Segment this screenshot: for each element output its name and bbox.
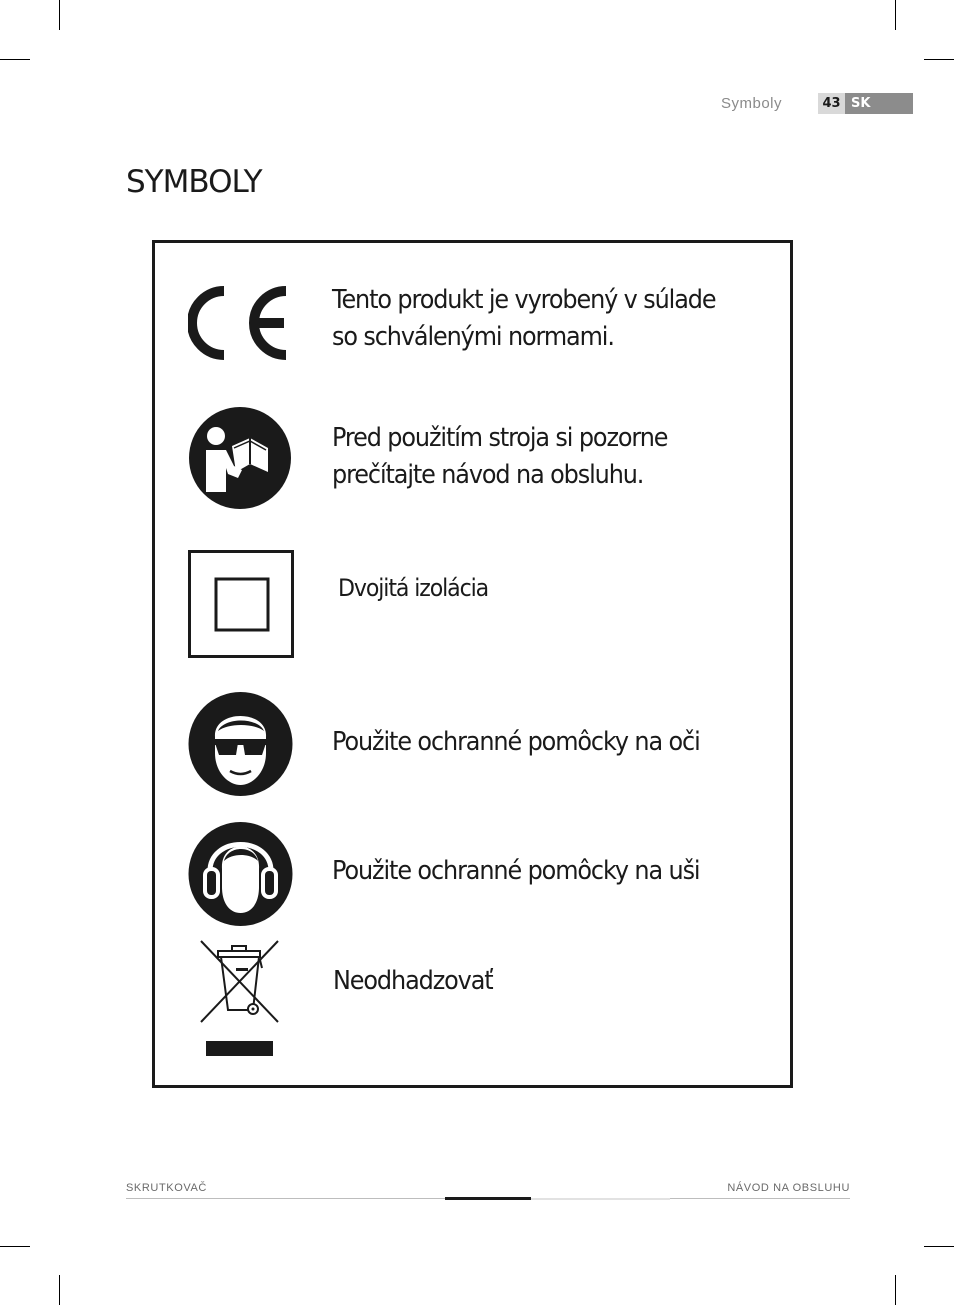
symbol-insulation-text: Dvojitá izolácia [338, 574, 489, 602]
symbol-disposal-text: Neodhadzovať [333, 966, 493, 996]
ear-protection-icon [188, 821, 293, 927]
footer-rule-accent-light [531, 1198, 670, 1200]
crop-mark [59, 0, 60, 30]
crop-mark [895, 1275, 896, 1305]
page-title: SYMBOLY [126, 164, 262, 200]
crossed-bin-icon [198, 938, 282, 1058]
crop-mark [895, 0, 896, 30]
footer-rule-accent [445, 1197, 531, 1200]
crop-mark [0, 59, 30, 60]
crop-mark [924, 59, 954, 60]
symbol-manual-text-line1: Pred použitím stroja si pozorne [332, 423, 668, 453]
language-tag: SK [845, 93, 913, 114]
crop-mark [924, 1246, 954, 1247]
header-section-title: Symboly [721, 95, 783, 112]
ce-mark-icon [188, 285, 290, 361]
symbol-ce-text-line2: so schválenými normami. [332, 322, 614, 352]
symbol-ear-text: Použite ochranné pomôcky na uši [332, 856, 700, 886]
symbol-ce-text-line1: Tento produkt je vyrobený v súlade [332, 285, 716, 315]
double-insulation-icon [188, 550, 294, 658]
footer-product-name: SKRUTKOVAČ [126, 1182, 207, 1194]
eye-protection-icon [188, 691, 293, 797]
crop-mark [0, 1246, 30, 1247]
symbol-eye-text: Použite ochranné pomôcky na oči [332, 727, 700, 757]
page-number: 43 [818, 93, 845, 114]
crop-mark [59, 1275, 60, 1305]
symbol-manual-text-line2: prečítajte návod na obsluhu. [332, 460, 644, 490]
read-manual-icon [188, 406, 292, 510]
footer-manual-label: NÁVOD NA OBSLUHU [727, 1182, 850, 1194]
